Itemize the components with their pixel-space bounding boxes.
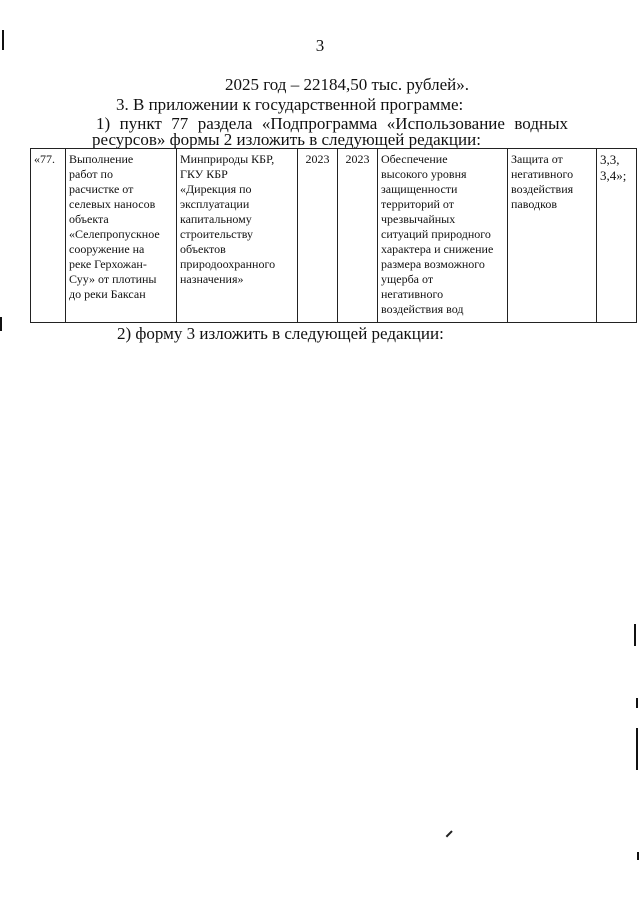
scan-artifact-right-1 xyxy=(634,624,636,646)
responsible-executor: Минприроды КБР, ГКУ КБР «Дирекция по эксплуатации капитальному строительству объектов природоохранного назначения» xyxy=(180,152,276,286)
funding-2025-line: 2025 год – 22184,50 тыс. рублей». xyxy=(225,75,470,94)
end-year: 2023 xyxy=(345,152,370,166)
indicator-reference-cell xyxy=(597,149,637,323)
scan-artifact-right-2 xyxy=(636,698,638,708)
program-item-table xyxy=(30,148,637,323)
work-description-cell xyxy=(66,149,177,323)
table-row xyxy=(31,149,637,323)
scan-artifact-right-4 xyxy=(637,852,639,860)
start-year-cell xyxy=(298,149,338,323)
item-3-heading: 3. В приложении к государственной программе: xyxy=(116,95,464,114)
subitem-2-line: 2) форму 3 изложить в следующей редакции: xyxy=(117,324,444,343)
subitem-1-line-2: ресурсов» формы 2 изложить в следующей редакции: xyxy=(92,130,481,149)
expected-result: Защита от негативного воздействия паводков xyxy=(511,152,574,211)
indicator-reference: 3,3, 3,4»; xyxy=(600,152,627,183)
expected-result-cell xyxy=(508,149,597,323)
page-number: 3 xyxy=(315,36,325,55)
pen-tick-mark xyxy=(446,830,453,837)
item-number: «77. xyxy=(34,152,55,166)
scan-artifact-left-middle xyxy=(0,317,2,331)
work-description: Выполнение работ по расчистке от селевых наносов объекта «Селепропускное сооружение на реке Герхожан- Суу» от плотины до реки Баксан xyxy=(69,152,160,301)
scan-artifact-right-3 xyxy=(636,728,638,770)
start-year: 2023 xyxy=(305,152,330,166)
subitem-1-line-1: 1) пункт 77 раздела «Подпрограмма «Использование водных xyxy=(96,114,568,133)
item-number-cell xyxy=(31,149,66,323)
scan-artifact-left-top xyxy=(2,30,4,50)
responsible-executor-cell xyxy=(177,149,298,323)
goal-text: Обеспечение высокого уровня защищенности территорий от чрезвычайных ситуаций природного характера и снижение размера возможного ущерба от негативного воздействия вод xyxy=(381,152,494,316)
end-year-cell xyxy=(338,149,378,323)
goal-cell xyxy=(378,149,508,323)
